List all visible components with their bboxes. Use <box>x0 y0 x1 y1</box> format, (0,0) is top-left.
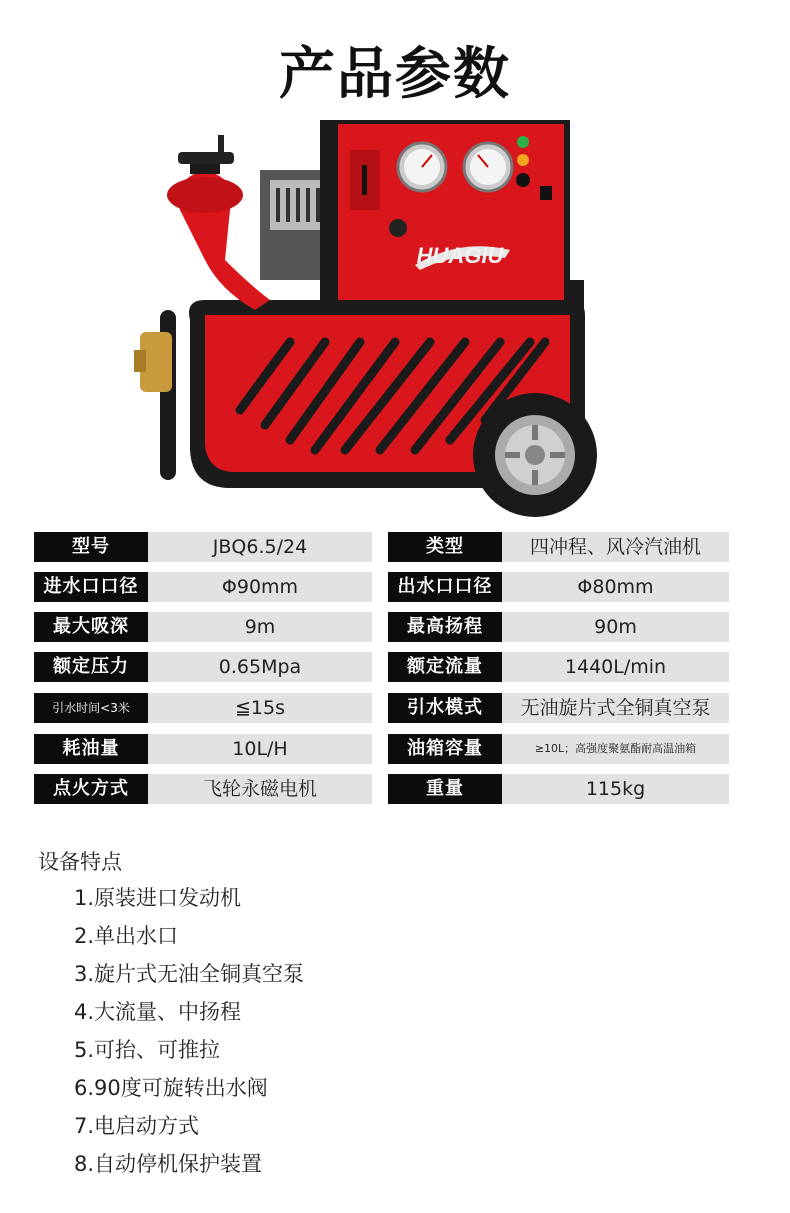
spec-label: 引水模式 <box>388 693 502 723</box>
spec-row <box>34 652 729 682</box>
feature-item: 2.单出水口 <box>74 924 179 948</box>
spec-label: 最大吸深 <box>34 612 148 642</box>
spec-label: 重量 <box>388 774 502 804</box>
spec-row <box>34 572 729 602</box>
spec-value: 0.65Mpa <box>148 652 372 682</box>
features-title: 设备特点 <box>38 850 122 874</box>
spec-value: 9m <box>148 612 372 642</box>
spec-row <box>34 774 729 804</box>
spec-value: 1440L/min <box>502 652 729 682</box>
fire-pump-image <box>130 110 660 530</box>
spec-value: 115kg <box>502 774 729 804</box>
spec-value: 无油旋片式全铜真空泵 <box>502 693 729 723</box>
spec-label: 油箱容量 <box>388 734 502 764</box>
page-title: 产品参数 <box>279 42 511 107</box>
spec-value: 四冲程、风冷汽油机 <box>502 532 729 562</box>
feature-item: 4.大流量、中扬程 <box>74 1000 242 1024</box>
spec-label: 额定流量 <box>388 652 502 682</box>
spec-label: 额定压力 <box>34 652 148 682</box>
feature-item: 5.可抬、可推拉 <box>74 1038 221 1062</box>
feature-item: 3.旋片式无油全铜真空泵 <box>74 962 305 986</box>
spec-label: 类型 <box>388 532 502 562</box>
spec-row <box>34 734 729 764</box>
spec-value: 10L/H <box>148 734 372 764</box>
feature-item: 7.电启动方式 <box>74 1114 200 1138</box>
feature-item: 8.自动停机保护装置 <box>74 1152 263 1176</box>
spec-value: 90m <box>502 612 729 642</box>
spec-label: 型号 <box>34 532 148 562</box>
spec-label: 点火方式 <box>34 774 148 804</box>
spec-value: ≦15s <box>148 693 372 723</box>
feature-item: 1.原装进口发动机 <box>74 886 242 910</box>
spec-label: 出水口口径 <box>388 572 502 602</box>
spec-value: ≥10L；高强度聚氨酯耐高温油箱 <box>502 734 729 764</box>
brand-logo: HUAGIU <box>416 243 504 268</box>
spec-value: JBQ6.5/24 <box>148 532 372 562</box>
spec-value: Φ80mm <box>502 572 729 602</box>
spec-row <box>34 612 729 642</box>
spec-row <box>34 693 729 723</box>
spec-label: 进水口口径 <box>34 572 148 602</box>
spec-label: 耗油量 <box>34 734 148 764</box>
spec-value: Φ90mm <box>148 572 372 602</box>
spec-label: 引水时间<3米 <box>34 693 148 723</box>
feature-item: 6.90度可旋转出水阀 <box>74 1076 268 1100</box>
spec-row <box>34 532 729 562</box>
spec-label: 最高扬程 <box>388 612 502 642</box>
spec-value: 飞轮永磁电机 <box>148 774 372 804</box>
